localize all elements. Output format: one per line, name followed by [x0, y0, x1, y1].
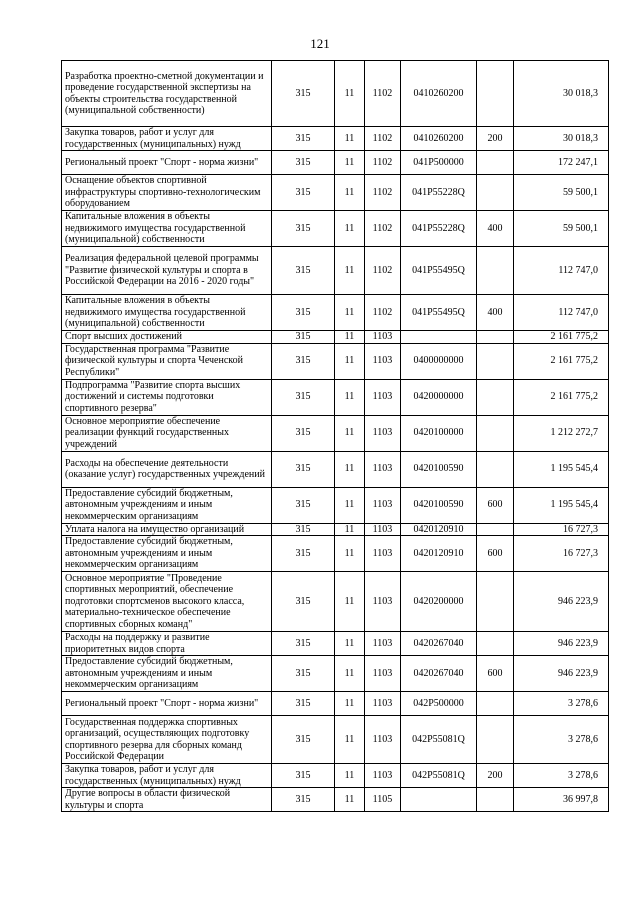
row-grbs-code: 315: [272, 632, 335, 656]
table-row: [62, 692, 609, 716]
row-name: Закупка товаров, работ и услуг для государственных (муниципальных) нужд: [62, 127, 272, 151]
row-section-code: 11: [335, 572, 365, 632]
row-name: Капитальные вложения в объекты недвижимого имущества государственной (муниципальной) собственности: [62, 211, 272, 247]
row-expense-type-code: [477, 247, 514, 295]
row-grbs-code: 315: [272, 343, 335, 379]
table-row: [62, 572, 609, 632]
row-subsection-code: 1102: [365, 211, 401, 247]
row-section-code: 11: [335, 175, 365, 211]
row-expense-type-code: [477, 331, 514, 344]
row-name: Государственная поддержка спортивных организаций, осуществляющих подготовку спортивного резерва для сборных команд Российской Федерации: [62, 716, 272, 764]
row-amount: 2 161 775,2: [514, 343, 609, 379]
row-subsection-code: 1103: [365, 716, 401, 764]
row-subsection-code: 1102: [365, 127, 401, 151]
row-name: Разработка проектно-сметной документации и проведение государственной экспертизы на объекты строительства государственной (муниципальной собственности): [62, 61, 272, 127]
row-section-code: 11: [335, 61, 365, 127]
row-expense-type-code: [477, 61, 514, 127]
row-subsection-code: 1102: [365, 151, 401, 175]
row-subsection-code: 1102: [365, 295, 401, 331]
row-expense-type-code: 200: [477, 764, 514, 788]
row-section-code: 11: [335, 656, 365, 692]
row-target-code: 0420200000: [401, 572, 477, 632]
row-section-code: 11: [335, 523, 365, 536]
row-target-code: 041P500000: [401, 151, 477, 175]
row-target-code: 041P55228Q: [401, 175, 477, 211]
table-row: [62, 61, 609, 127]
row-grbs-code: 315: [272, 788, 335, 812]
row-amount: 112 747,0: [514, 247, 609, 295]
row-amount: 30 018,3: [514, 61, 609, 127]
row-expense-type-code: [477, 572, 514, 632]
row-target-code: 0400000000: [401, 343, 477, 379]
row-expense-type-code: [477, 151, 514, 175]
row-target-code: 041P55228Q: [401, 211, 477, 247]
row-grbs-code: 315: [272, 487, 335, 523]
row-amount: 1 195 545,4: [514, 487, 609, 523]
table-row: [62, 295, 609, 331]
budget-table: [61, 60, 609, 812]
row-name: Региональный проект "Спорт - норма жизни": [62, 692, 272, 716]
row-target-code: 042P500000: [401, 692, 477, 716]
row-expense-type-code: [477, 415, 514, 451]
row-section-code: 11: [335, 151, 365, 175]
row-target-code: [401, 331, 477, 344]
row-amount: 16 727,3: [514, 536, 609, 572]
row-expense-type-code: [477, 175, 514, 211]
row-subsection-code: 1103: [365, 572, 401, 632]
row-section-code: 11: [335, 343, 365, 379]
row-name: Предоставление субсидий бюджетным, автономным учреждениям и иным некоммерческим организациям: [62, 536, 272, 572]
row-section-code: 11: [335, 632, 365, 656]
row-name: Предоставление субсидий бюджетным, автономным учреждениям и иным некоммерческим организациям: [62, 487, 272, 523]
row-name: Основное мероприятие "Проведение спортивных мероприятий, обеспечение подготовки спортсменов высокого класса, материально-техническое обеспечение спортивных сборных команд": [62, 572, 272, 632]
row-grbs-code: 315: [272, 656, 335, 692]
row-subsection-code: 1103: [365, 692, 401, 716]
row-section-code: 11: [335, 415, 365, 451]
row-amount: 946 223,9: [514, 572, 609, 632]
table-row: [62, 379, 609, 415]
row-subsection-code: 1103: [365, 343, 401, 379]
row-grbs-code: 315: [272, 764, 335, 788]
table-row: [62, 487, 609, 523]
row-subsection-code: 1103: [365, 632, 401, 656]
table-row: [62, 211, 609, 247]
row-name: Предоставление субсидий бюджетным, автономным учреждениям и иным некоммерческим организациям: [62, 656, 272, 692]
row-subsection-code: 1103: [365, 415, 401, 451]
row-grbs-code: 315: [272, 127, 335, 151]
row-target-code: 041P55495Q: [401, 295, 477, 331]
table-row: [62, 415, 609, 451]
page-number: 121: [310, 36, 330, 51]
row-grbs-code: 315: [272, 692, 335, 716]
row-section-code: 11: [335, 379, 365, 415]
table-row: [62, 656, 609, 692]
row-grbs-code: 315: [272, 572, 335, 632]
row-section-code: 11: [335, 536, 365, 572]
row-section-code: 11: [335, 331, 365, 344]
row-expense-type-code: [477, 379, 514, 415]
row-section-code: 11: [335, 211, 365, 247]
row-subsection-code: 1105: [365, 788, 401, 812]
row-expense-type-code: 400: [477, 295, 514, 331]
row-subsection-code: 1103: [365, 379, 401, 415]
row-expense-type-code: [477, 692, 514, 716]
row-grbs-code: 315: [272, 151, 335, 175]
row-grbs-code: 315: [272, 451, 335, 487]
table-row: [62, 451, 609, 487]
table-row: [62, 716, 609, 764]
row-target-code: 0420100000: [401, 415, 477, 451]
budget-table-body: [62, 61, 609, 812]
row-target-code: [401, 788, 477, 812]
row-name: Уплата налога на имущество организаций: [62, 523, 272, 536]
row-expense-type-code: [477, 523, 514, 536]
table-row: [62, 632, 609, 656]
row-section-code: 11: [335, 247, 365, 295]
row-subsection-code: 1102: [365, 175, 401, 211]
row-section-code: 11: [335, 487, 365, 523]
row-subsection-code: 1103: [365, 451, 401, 487]
row-name: Подпрограмма "Развитие спорта высших достижений и системы подготовки спортивного резерва": [62, 379, 272, 415]
row-target-code: 042P55081Q: [401, 764, 477, 788]
row-target-code: 0420267040: [401, 632, 477, 656]
row-name: Закупка товаров, работ и услуг для государственных (муниципальных) нужд: [62, 764, 272, 788]
row-amount: 946 223,9: [514, 656, 609, 692]
row-target-code: 041P55495Q: [401, 247, 477, 295]
table-row: [62, 151, 609, 175]
row-section-code: 11: [335, 295, 365, 331]
row-target-code: 042P55081Q: [401, 716, 477, 764]
row-expense-type-code: [477, 451, 514, 487]
row-target-code: 0420120910: [401, 523, 477, 536]
table-row: [62, 788, 609, 812]
table-row: [62, 343, 609, 379]
row-name: Спорт высших достижений: [62, 331, 272, 344]
row-target-code: 0410260200: [401, 61, 477, 127]
row-section-code: 11: [335, 788, 365, 812]
row-amount: 1 212 272,7: [514, 415, 609, 451]
row-grbs-code: 315: [272, 247, 335, 295]
row-name: Оснащение объектов спортивной инфраструктуры спортивно-технологическим оборудованием: [62, 175, 272, 211]
row-expense-type-code: [477, 343, 514, 379]
row-amount: 172 247,1: [514, 151, 609, 175]
row-amount: 16 727,3: [514, 523, 609, 536]
row-grbs-code: 315: [272, 61, 335, 127]
row-name: Другие вопросы в области физической культуры и спорта: [62, 788, 272, 812]
table-row: [62, 764, 609, 788]
row-name: Основное мероприятие обеспечение реализации функций государственных учреждений: [62, 415, 272, 451]
row-grbs-code: 315: [272, 536, 335, 572]
row-subsection-code: 1103: [365, 656, 401, 692]
table-row: [62, 175, 609, 211]
row-subsection-code: 1103: [365, 764, 401, 788]
row-expense-type-code: [477, 716, 514, 764]
row-name: Региональный проект "Спорт - норма жизни": [62, 151, 272, 175]
row-name: Расходы на поддержку и развитие приоритетных видов спорта: [62, 632, 272, 656]
row-amount: 2 161 775,2: [514, 331, 609, 344]
row-name: Реализация федеральной целевой программы "Развитие физической культуры и спорта в Российской Федерации на 2016 - 2020 годы": [62, 247, 272, 295]
row-section-code: 11: [335, 451, 365, 487]
row-grbs-code: 315: [272, 331, 335, 344]
row-subsection-code: 1102: [365, 61, 401, 127]
table-row: [62, 331, 609, 344]
row-name: Государственная программа "Развитие физической культуры и спорта Чеченской Республики": [62, 343, 272, 379]
row-expense-type-code: 400: [477, 211, 514, 247]
row-amount: 36 997,8: [514, 788, 609, 812]
row-expense-type-code: [477, 788, 514, 812]
row-amount: 112 747,0: [514, 295, 609, 331]
table-row: [62, 536, 609, 572]
row-grbs-code: 315: [272, 523, 335, 536]
row-expense-type-code: [477, 632, 514, 656]
row-expense-type-code: 200: [477, 127, 514, 151]
row-subsection-code: 1103: [365, 487, 401, 523]
table-row: [62, 127, 609, 151]
row-subsection-code: 1103: [365, 331, 401, 344]
row-name: Расходы на обеспечение деятельности (оказание услуг) государственных учреждений: [62, 451, 272, 487]
row-amount: 2 161 775,2: [514, 379, 609, 415]
row-target-code: 0420120910: [401, 536, 477, 572]
row-target-code: 0420100590: [401, 451, 477, 487]
row-amount: 59 500,1: [514, 175, 609, 211]
row-grbs-code: 315: [272, 295, 335, 331]
row-amount: 3 278,6: [514, 764, 609, 788]
row-grbs-code: 315: [272, 716, 335, 764]
row-name: Капитальные вложения в объекты недвижимого имущества государственной (муниципальной) собственности: [62, 295, 272, 331]
row-amount: 1 195 545,4: [514, 451, 609, 487]
row-section-code: 11: [335, 716, 365, 764]
row-target-code: 0420100590: [401, 487, 477, 523]
row-amount: 946 223,9: [514, 632, 609, 656]
row-section-code: 11: [335, 764, 365, 788]
table-row: [62, 247, 609, 295]
row-amount: 3 278,6: [514, 716, 609, 764]
row-target-code: 0420000000: [401, 379, 477, 415]
row-expense-type-code: 600: [477, 656, 514, 692]
row-section-code: 11: [335, 127, 365, 151]
row-target-code: 0410260200: [401, 127, 477, 151]
row-section-code: 11: [335, 692, 365, 716]
row-amount: 3 278,6: [514, 692, 609, 716]
row-amount: 30 018,3: [514, 127, 609, 151]
row-expense-type-code: 600: [477, 536, 514, 572]
row-expense-type-code: 600: [477, 487, 514, 523]
row-target-code: 0420267040: [401, 656, 477, 692]
row-subsection-code: 1102: [365, 247, 401, 295]
row-grbs-code: 315: [272, 175, 335, 211]
row-amount: 59 500,1: [514, 211, 609, 247]
row-grbs-code: 315: [272, 211, 335, 247]
row-grbs-code: 315: [272, 379, 335, 415]
table-row: [62, 523, 609, 536]
row-grbs-code: 315: [272, 415, 335, 451]
row-subsection-code: 1103: [365, 523, 401, 536]
row-subsection-code: 1103: [365, 536, 401, 572]
